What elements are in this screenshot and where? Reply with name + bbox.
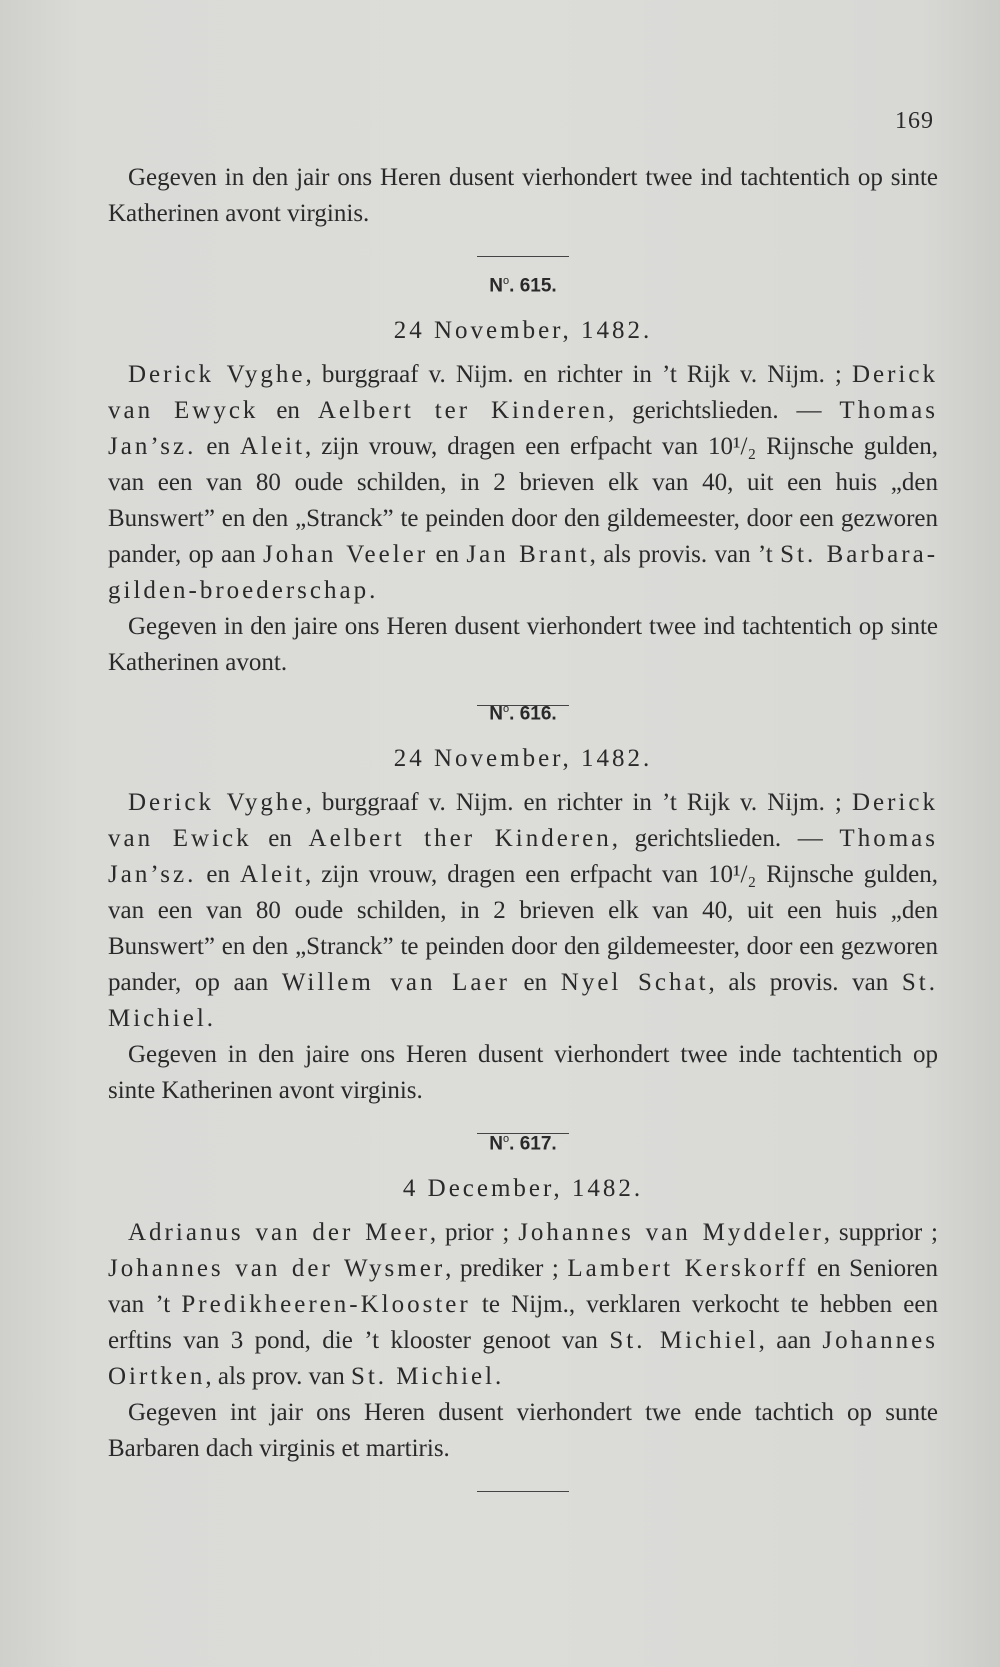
spaced-name: Aleit bbox=[239, 433, 305, 461]
body-text: , zijn vrouw, dragen een erfpacht van 10¹/₂ Rijnsche gulden, van een van 80 oude schilden, in 2 brieven elk van 40, uit een huis „den Bunswert” en den „Stranck” te peinden door den gildemeester, door een gezworen pander, op aan bbox=[108, 433, 938, 569]
number-prefix: N bbox=[489, 1133, 504, 1155]
entry-number bbox=[108, 275, 938, 297]
spaced-name: Aleit bbox=[239, 861, 305, 889]
number-value: . 617. bbox=[509, 1133, 557, 1155]
spaced-name: Jan Brant bbox=[466, 541, 590, 569]
entry-617 bbox=[108, 1133, 938, 1492]
section-divider bbox=[477, 1491, 569, 1492]
body-text: en bbox=[509, 969, 561, 997]
entry-closing: Gegeven in den jaire ons Heren dusent vierhondert twee inde tachtentich op sinte Katherinen avont virginis. bbox=[108, 1041, 938, 1105]
number-prefix: N bbox=[489, 275, 504, 297]
entry-number bbox=[108, 703, 938, 725]
entry-date: 4 December, 1482. bbox=[402, 1175, 644, 1203]
entry-body bbox=[108, 1215, 938, 1395]
entry-body bbox=[108, 357, 938, 609]
body-text: , als prov. van bbox=[205, 1363, 351, 1391]
spaced-name: Johannes van der Wysmer bbox=[108, 1255, 446, 1283]
entry-616 bbox=[108, 703, 938, 1134]
spaced-name: Nyel Schat bbox=[560, 969, 709, 997]
entry-date: 24 November, 1482. bbox=[393, 317, 653, 345]
entry-615 bbox=[108, 275, 938, 706]
body-text: en bbox=[251, 825, 309, 853]
body-text: , aan bbox=[758, 1327, 823, 1355]
entry-body bbox=[108, 785, 938, 1037]
page-number: 169 bbox=[895, 108, 934, 134]
spaced-name: Adrianus van der Meer bbox=[128, 1219, 430, 1247]
section-divider bbox=[477, 256, 569, 257]
spaced-name: Willem van Laer bbox=[281, 969, 510, 997]
body-text: en bbox=[428, 541, 467, 569]
spaced-name: St. Michiel. bbox=[350, 1363, 505, 1391]
intro-block bbox=[108, 160, 938, 257]
intro-paragraph: Gegeven in den jair ons Heren dusent vierhondert twee ind tachtentich op sinte Katherinen avont virginis. bbox=[108, 164, 938, 227]
spaced-name: Predikheeren-Klooster bbox=[181, 1291, 471, 1319]
body-text: , prior ; bbox=[429, 1219, 519, 1247]
body-text: en bbox=[258, 397, 318, 425]
entry-date: 24 November, 1482. bbox=[393, 745, 653, 773]
spaced-name: Johannes Oirtken bbox=[108, 1327, 939, 1391]
spaced-name: Derick van Ewick bbox=[108, 789, 938, 853]
number-sup: o bbox=[503, 703, 510, 715]
spaced-name: St. Michiel. bbox=[108, 969, 939, 1033]
spaced-name: St. Barbara-gilden-broederschap. bbox=[108, 541, 939, 605]
spaced-name: Thomas Jan’sz. bbox=[108, 397, 938, 461]
number-prefix: N bbox=[489, 703, 504, 725]
body-text: , burggraaf v. Nijm. en richter in ’t Rijk v. Nijm. ; bbox=[305, 361, 852, 389]
entry-closing: Gegeven int jair ons Heren dusent vierhondert twe ende tachtich op sunte Barbaren dach virginis et martiris. bbox=[108, 1399, 938, 1463]
entry-number bbox=[108, 1133, 938, 1155]
body-text: , als provis. van ’t bbox=[589, 541, 781, 569]
entry-closing: Gegeven in den jaire ons Heren dusent vierhondert twee ind tachtentich op sinte Katherinen avont. bbox=[108, 613, 938, 677]
spaced-name: St. Michiel bbox=[609, 1327, 759, 1355]
spaced-name: Aelbert ter Kinderen bbox=[317, 397, 608, 425]
spaced-name: Derick van Ewyck bbox=[108, 361, 938, 425]
body-text: en bbox=[196, 861, 240, 889]
body-text: , gerichtslieden. — bbox=[607, 397, 840, 425]
body-text: , als provis. van bbox=[708, 969, 902, 997]
number-sup: o bbox=[503, 1133, 510, 1145]
spaced-name: Derick Vyghe bbox=[128, 361, 306, 389]
body-text: , gerichtslieden. — bbox=[611, 825, 840, 853]
spaced-name: Johannes van Myddeler bbox=[518, 1219, 824, 1247]
body-text: en bbox=[196, 433, 240, 461]
spaced-name: Aelbert ther Kinderen bbox=[308, 825, 612, 853]
spaced-name: Johan Veeler bbox=[263, 541, 429, 569]
spaced-name: Lambert Kerskorff bbox=[567, 1255, 809, 1283]
number-sup: o bbox=[503, 275, 510, 287]
body-text: te Nijm., verklaren verkocht te hebben een erftins van 3 pond, die ’t klooster genoot van bbox=[108, 1291, 938, 1355]
number-value: . 615. bbox=[509, 275, 557, 297]
body-text: en Senioren van ’t bbox=[108, 1255, 938, 1319]
body-text: , zijn vrouw, dragen een erfpacht van 10¹/₂ Rijnsche gulden, van een van 80 oude schilden, in 2 brieven elk van 40, uit een huis „den Bunswert” en den „Stranck” te peinden door den gildemeester, door een gezworen pander, op aan bbox=[108, 861, 938, 997]
body-text: , burggraaf v. Nijm. en richter in ’t Rijk v. Nijm. ; bbox=[305, 789, 852, 817]
number-value: . 616. bbox=[509, 703, 557, 725]
body-text: , prediker ; bbox=[445, 1255, 568, 1283]
body-text: , supprior ; bbox=[823, 1219, 938, 1247]
spaced-name: Thomas Jan’sz. bbox=[108, 825, 938, 889]
spaced-name: Derick Vyghe bbox=[128, 789, 306, 817]
